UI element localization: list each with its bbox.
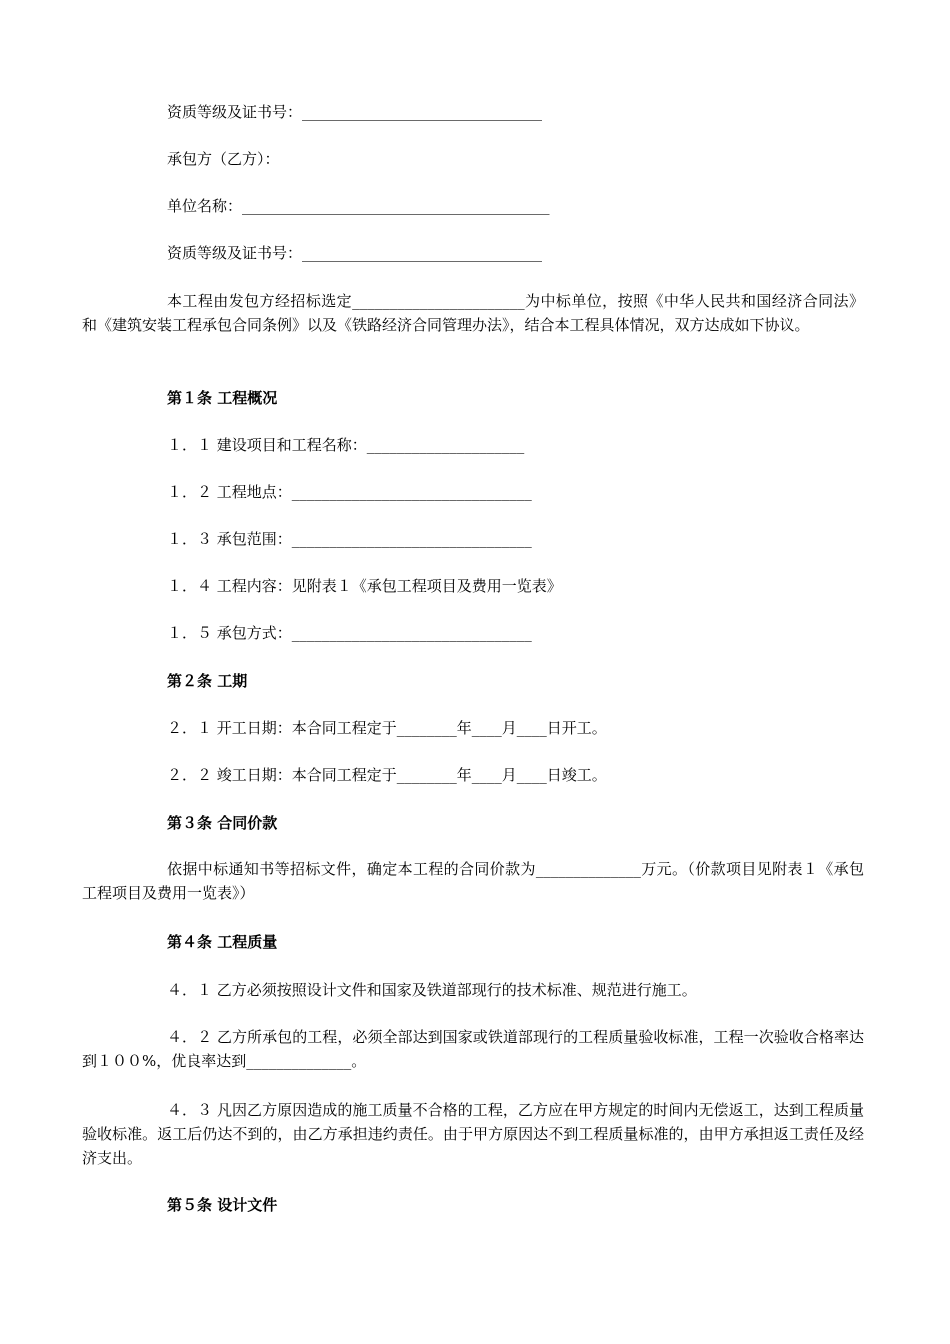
article-2-item-1: ２．１ 开工日期：本合同工程定于________年____月____日开工。 [167,719,607,737]
article-1-item-4: １．４ 工程内容：见附表１《承包工程项目及费用一览表》 [167,577,562,595]
article-4-item-3: ４．３ 凡因乙方原因造成的施工质量不合格的工程，乙方应在甲方规定的时间内无偿返工，达到工程质量验收标准。返工后仍达不到的，由乙方承担违约责任。由于甲方原因达不到工程质量标准的，由甲方承担返工责任及经济支出。 [82,1101,864,1167]
intro-paragraph: 本工程由发包方经招标选定_______________________为中标单位，按照《中华人民共和国经济合同法》和《建筑安装工程承包合同条例》以及《铁路经济合同管理办法》，结合本工程具体情况，双方达成如下协议。 [82,292,864,334]
article-2-heading: 第２条 工期 [167,672,248,690]
article-1-item-5: １．５ 承包方式：________________________________ [167,624,532,642]
article-1-heading: 第１条 工程概况 [167,389,278,407]
article-2-item-2: ２．２ 竣工日期：本合同工程定于________年____月____日竣工。 [167,766,607,784]
party-b-unit-name-line: 单位名称：_________________________________________ [167,197,550,215]
article-1-item-3: １．３ 承包范围：________________________________ [167,530,532,548]
party-b-qualification-line: 资质等级及证书号：________________________________ [167,244,543,262]
article-5-heading: 第５条 设计文件 [167,1196,278,1214]
article-4-item-1: ４．１ 乙方必须按照设计文件和国家及铁道部现行的技术标准、规范进行施工。 [167,981,697,999]
article-1-item-2: １．２ 工程地点：________________________________ [167,483,532,501]
party-a-qualification-line: 资质等级及证书号：________________________________ [167,103,543,121]
article-4-item-2: ４．２ 乙方所承包的工程，必须全部达到国家或铁道部现行的工程质量验收标准，工程一次验收合格率达到１００%，优良率达到______________。 [82,1028,864,1070]
article-3-text: 依据中标通知书等招标文件，确定本工程的合同价款为______________万元。（价款项目见附表１《承包工程项目及费用一览表》） [82,860,864,902]
party-b-title: 承包方（乙方）： [167,150,280,168]
article-3-heading: 第３条 合同价款 [167,814,278,832]
article-4-heading: 第４条 工程质量 [167,933,278,951]
article-1-item-1: １．１ 建设项目和工程名称：_____________________ [167,436,525,454]
